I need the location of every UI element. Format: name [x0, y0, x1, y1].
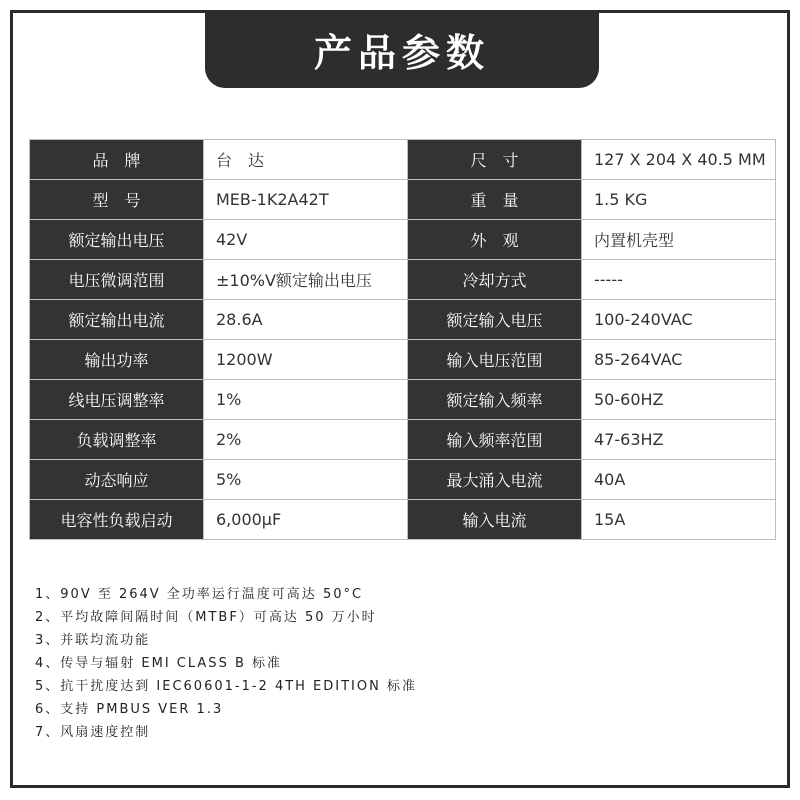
- table-row: [30, 180, 776, 220]
- spec-label: 电压微调范围: [30, 260, 204, 300]
- list-item: 3、并联均流功能: [35, 633, 151, 648]
- spec-value: 2%: [204, 420, 408, 460]
- spec-value: 40A: [582, 460, 776, 500]
- table-row: [30, 220, 776, 260]
- spec-label: 电容性负载启动: [30, 500, 204, 540]
- spec-value: 1.5 KG: [582, 180, 776, 220]
- table-row: [30, 420, 776, 460]
- list-item: 5、抗干扰度达到 IEC60601-1-2 4TH EDITION 标准: [35, 679, 417, 694]
- table-row: [30, 140, 776, 180]
- spec-value: 1200W: [204, 340, 408, 380]
- spec-label: 额定输入频率: [408, 380, 582, 420]
- spec-label: 型 号: [30, 180, 204, 220]
- spec-value: 127 X 204 X 40.5 MM: [582, 140, 776, 180]
- spec-value: 47-63HZ: [582, 420, 776, 460]
- table-row: [30, 300, 776, 340]
- spec-value: ±10%V额定输出电压: [204, 260, 408, 300]
- table-row: [30, 260, 776, 300]
- spec-value: 内置机壳型: [582, 220, 776, 260]
- spec-label: 重 量: [408, 180, 582, 220]
- spec-label: 最大涌入电流: [408, 460, 582, 500]
- spec-label: 动态响应: [30, 460, 204, 500]
- spec-value: 85-264VAC: [582, 340, 776, 380]
- spec-label: 负载调整率: [30, 420, 204, 460]
- spec-label: 额定输出电压: [30, 220, 204, 260]
- list-item: 6、支持 PMBUS VER 1.3: [35, 702, 224, 717]
- spec-label: 额定输出电流: [30, 300, 204, 340]
- spec-label: 输入电流: [408, 500, 582, 540]
- table-row: [30, 460, 776, 500]
- list-item: 7、风扇速度控制: [35, 725, 151, 740]
- spec-value: 42V: [204, 220, 408, 260]
- spec-label: 额定输入电压: [408, 300, 582, 340]
- spec-value: 100-240VAC: [582, 300, 776, 340]
- spec-label: 尺 寸: [408, 140, 582, 180]
- spec-value: 6,000μF: [204, 500, 408, 540]
- list-item: 2、平均故障间隔时间（MTBF）可高达 50 万小时: [35, 610, 377, 625]
- table-row: [30, 340, 776, 380]
- spec-label: 线电压调整率: [30, 380, 204, 420]
- page-title: 产品参数: [313, 30, 490, 75]
- spec-value: 台 达: [204, 140, 408, 180]
- spec-value: 1%: [204, 380, 408, 420]
- spec-value: 28.6A: [204, 300, 408, 340]
- list-item: 4、传导与辐射 EMI CLASS B 标准: [35, 656, 282, 671]
- spec-value: 50-60HZ: [582, 380, 776, 420]
- spec-table: [29, 139, 776, 540]
- spec-value: 15A: [582, 500, 776, 540]
- spec-label: 输出功率: [30, 340, 204, 380]
- table-row: [30, 500, 776, 540]
- page-frame: [10, 10, 790, 788]
- spec-value: MEB-1K2A42T: [204, 180, 408, 220]
- spec-label: 输入频率范围: [408, 420, 582, 460]
- spec-label: 品 牌: [30, 140, 204, 180]
- title-banner: [205, 10, 599, 88]
- spec-value: -----: [582, 260, 776, 300]
- spec-value: 5%: [204, 460, 408, 500]
- list-item: 1、90V 至 264V 全功率运行温度可高达 50°C: [35, 587, 364, 602]
- table-row: [30, 380, 776, 420]
- feature-notes: [35, 583, 417, 744]
- spec-label: 冷却方式: [408, 260, 582, 300]
- spec-label: 输入电压范围: [408, 340, 582, 380]
- spec-label: 外 观: [408, 220, 582, 260]
